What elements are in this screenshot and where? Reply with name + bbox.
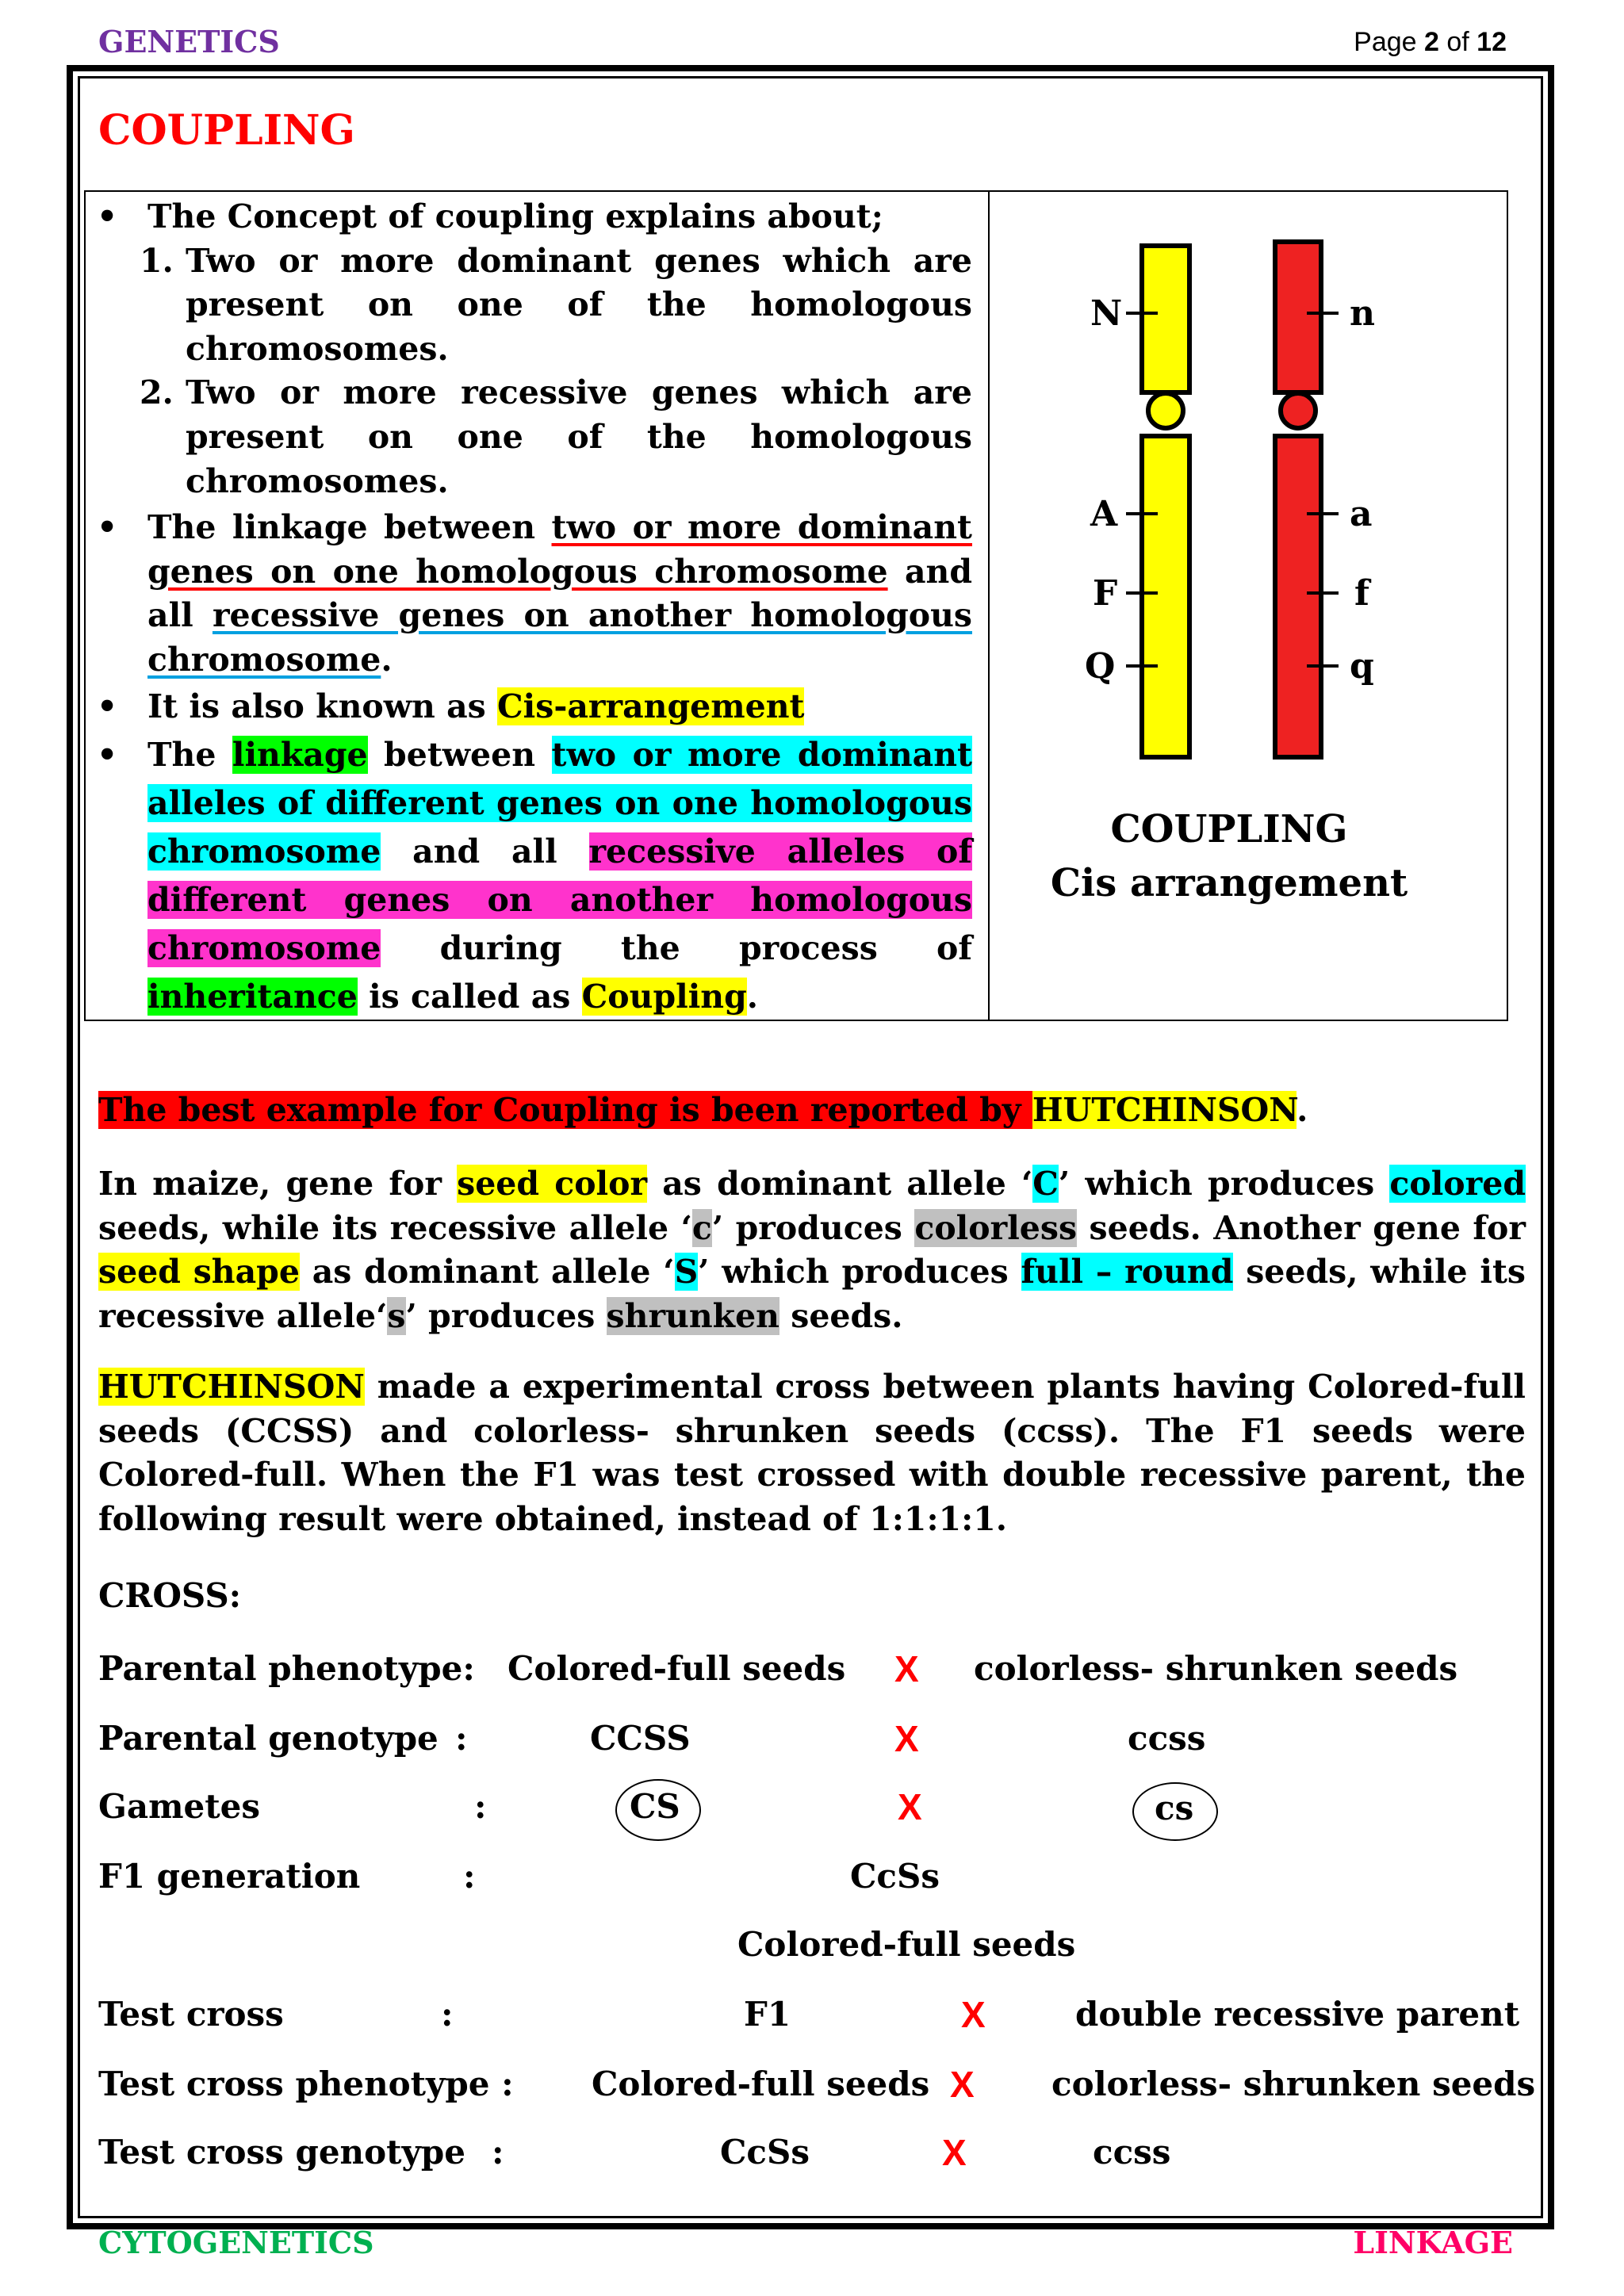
- figure-caption-title: COUPLING: [1110, 807, 1348, 851]
- test-cross-right: double recessive parent: [1075, 1995, 1520, 2034]
- parental-phenotype-left: Colored-full seeds: [508, 1649, 846, 1688]
- f1-label: F1 generation: [98, 1857, 361, 1896]
- cross-heading: CROSS:: [98, 1576, 242, 1615]
- centromere-right: [1281, 393, 1316, 428]
- chromosome-left-lower-arm: [1142, 436, 1189, 757]
- concept-item-2: 2. Two or more recessive genes which are present on one of the homologous chromosomes.: [140, 373, 972, 500]
- concept-text: [95, 195, 972, 1021]
- concept-item-1: 1. Two or more dominant genes which are present on one of the homologous chromosomes.: [140, 241, 972, 368]
- cross-x-1: X: [894, 1648, 919, 1689]
- test-cross-left: F1: [744, 1995, 791, 2034]
- gene-label-N: N: [1090, 293, 1123, 334]
- gene-label-F: F: [1093, 573, 1118, 614]
- test-genotype-right: ccss: [1093, 2133, 1171, 2172]
- table-column-divider: [988, 190, 990, 1021]
- figure-caption-subtitle: Cis arrangement: [1050, 861, 1408, 905]
- cross-x-2: X: [894, 1718, 919, 1759]
- coupling-definition: • The linkage between two or more dominant alleles of different genes on one homologous chromosome and all recessive alleles of different genes on another homologous chromosome during the process of inheritance is called as Coupling.: [95, 731, 972, 1021]
- chromosome-right-upper-arm: [1275, 242, 1321, 392]
- page-number: Page 2 of 12: [1354, 27, 1507, 57]
- gene-label-Q: Q: [1085, 646, 1116, 687]
- cross-x-3: X: [898, 1786, 922, 1827]
- linkage-description: • The linkage between two or more dominant genes on one homologous chromosome and all recessive genes on another homologous chromosome.: [95, 506, 972, 682]
- test-genotype-colon: :: [492, 2133, 504, 2172]
- chromosome-right-lower-arm: [1275, 436, 1321, 757]
- parental-phenotype-right: colorless- shrunken seeds: [974, 1649, 1458, 1688]
- f1-colon: :: [463, 1857, 476, 1896]
- parental-genotype-colon: :: [455, 1719, 468, 1758]
- centromere-left: [1148, 393, 1183, 428]
- example-statement: The best example for Coupling is been reported by HUTCHINSON.: [98, 1091, 1308, 1129]
- test-genotype-left: CcSs: [720, 2133, 810, 2172]
- gene-label-q: q: [1350, 646, 1374, 687]
- header-subject: GENETICS: [98, 24, 280, 59]
- f1-phenotype: Colored-full seeds: [737, 1925, 1076, 1964]
- chromosome-left-upper-arm: [1142, 246, 1189, 392]
- parental-genotype-right: ccss: [1128, 1719, 1206, 1758]
- test-phenotype-left: Colored-full seeds: [592, 2064, 930, 2103]
- gene-label-f: f: [1354, 573, 1369, 614]
- concept-intro: • The Concept of coupling explains about;: [95, 195, 972, 239]
- parental-phenotype-label: Parental phenotype:: [98, 1649, 475, 1688]
- footer-topic: LINKAGE: [1353, 2225, 1513, 2260]
- gametes-colon: :: [474, 1787, 487, 1826]
- page-title: COUPLING: [98, 106, 355, 155]
- gene-label-a: a: [1350, 494, 1373, 534]
- gametes-label: Gametes: [98, 1787, 261, 1826]
- test-phenotype-label: Test cross phenotype :: [98, 2064, 514, 2103]
- cross-x-4: X: [961, 1994, 986, 2035]
- test-phenotype-right: colorless- shrunken seeds: [1051, 2064, 1536, 2103]
- cis-arrangement-note: • It is also known as Cis-arrangement: [95, 685, 972, 729]
- maize-paragraph: In maize, gene for seed color as dominant allele ‘C’ which produces colored seeds, while its recessive allele ‘c’ produces colorless seeds. Another gene for seed shape as dominant allele ‘S’ which produces full – round seeds, while its recessive allele‘s’ produces shrunken seeds.: [98, 1165, 1526, 1335]
- gene-label-n: n: [1350, 293, 1375, 334]
- parental-genotype-label: Parental genotype: [98, 1719, 439, 1758]
- test-genotype-label: Test cross genotype: [98, 2133, 465, 2172]
- test-cross-colon: :: [441, 1995, 454, 2034]
- cross-x-5: X: [950, 2064, 975, 2105]
- test-cross-label: Test cross: [98, 1995, 284, 2034]
- gene-label-A: A: [1090, 494, 1118, 534]
- parental-genotype-left: CCSS: [590, 1719, 691, 1758]
- gametes-right: cs: [1155, 1789, 1194, 1827]
- cross-x-6: X: [942, 2132, 967, 2173]
- gametes-left: CS: [630, 1787, 680, 1826]
- footer-subject: CYTOGENETICS: [98, 2225, 374, 2260]
- experiment-paragraph: HUTCHINSON made a experimental cross between plants having Colored-full seeds (CCSS) and colorless- shrunken seeds (ccss). The F1 seeds were Colored-full. When the F1 was test crossed with double recessive parent, the following result were obtained, instead of 1:1:1:1.: [98, 1368, 1526, 1538]
- f1-genotype: CcSs: [850, 1857, 940, 1896]
